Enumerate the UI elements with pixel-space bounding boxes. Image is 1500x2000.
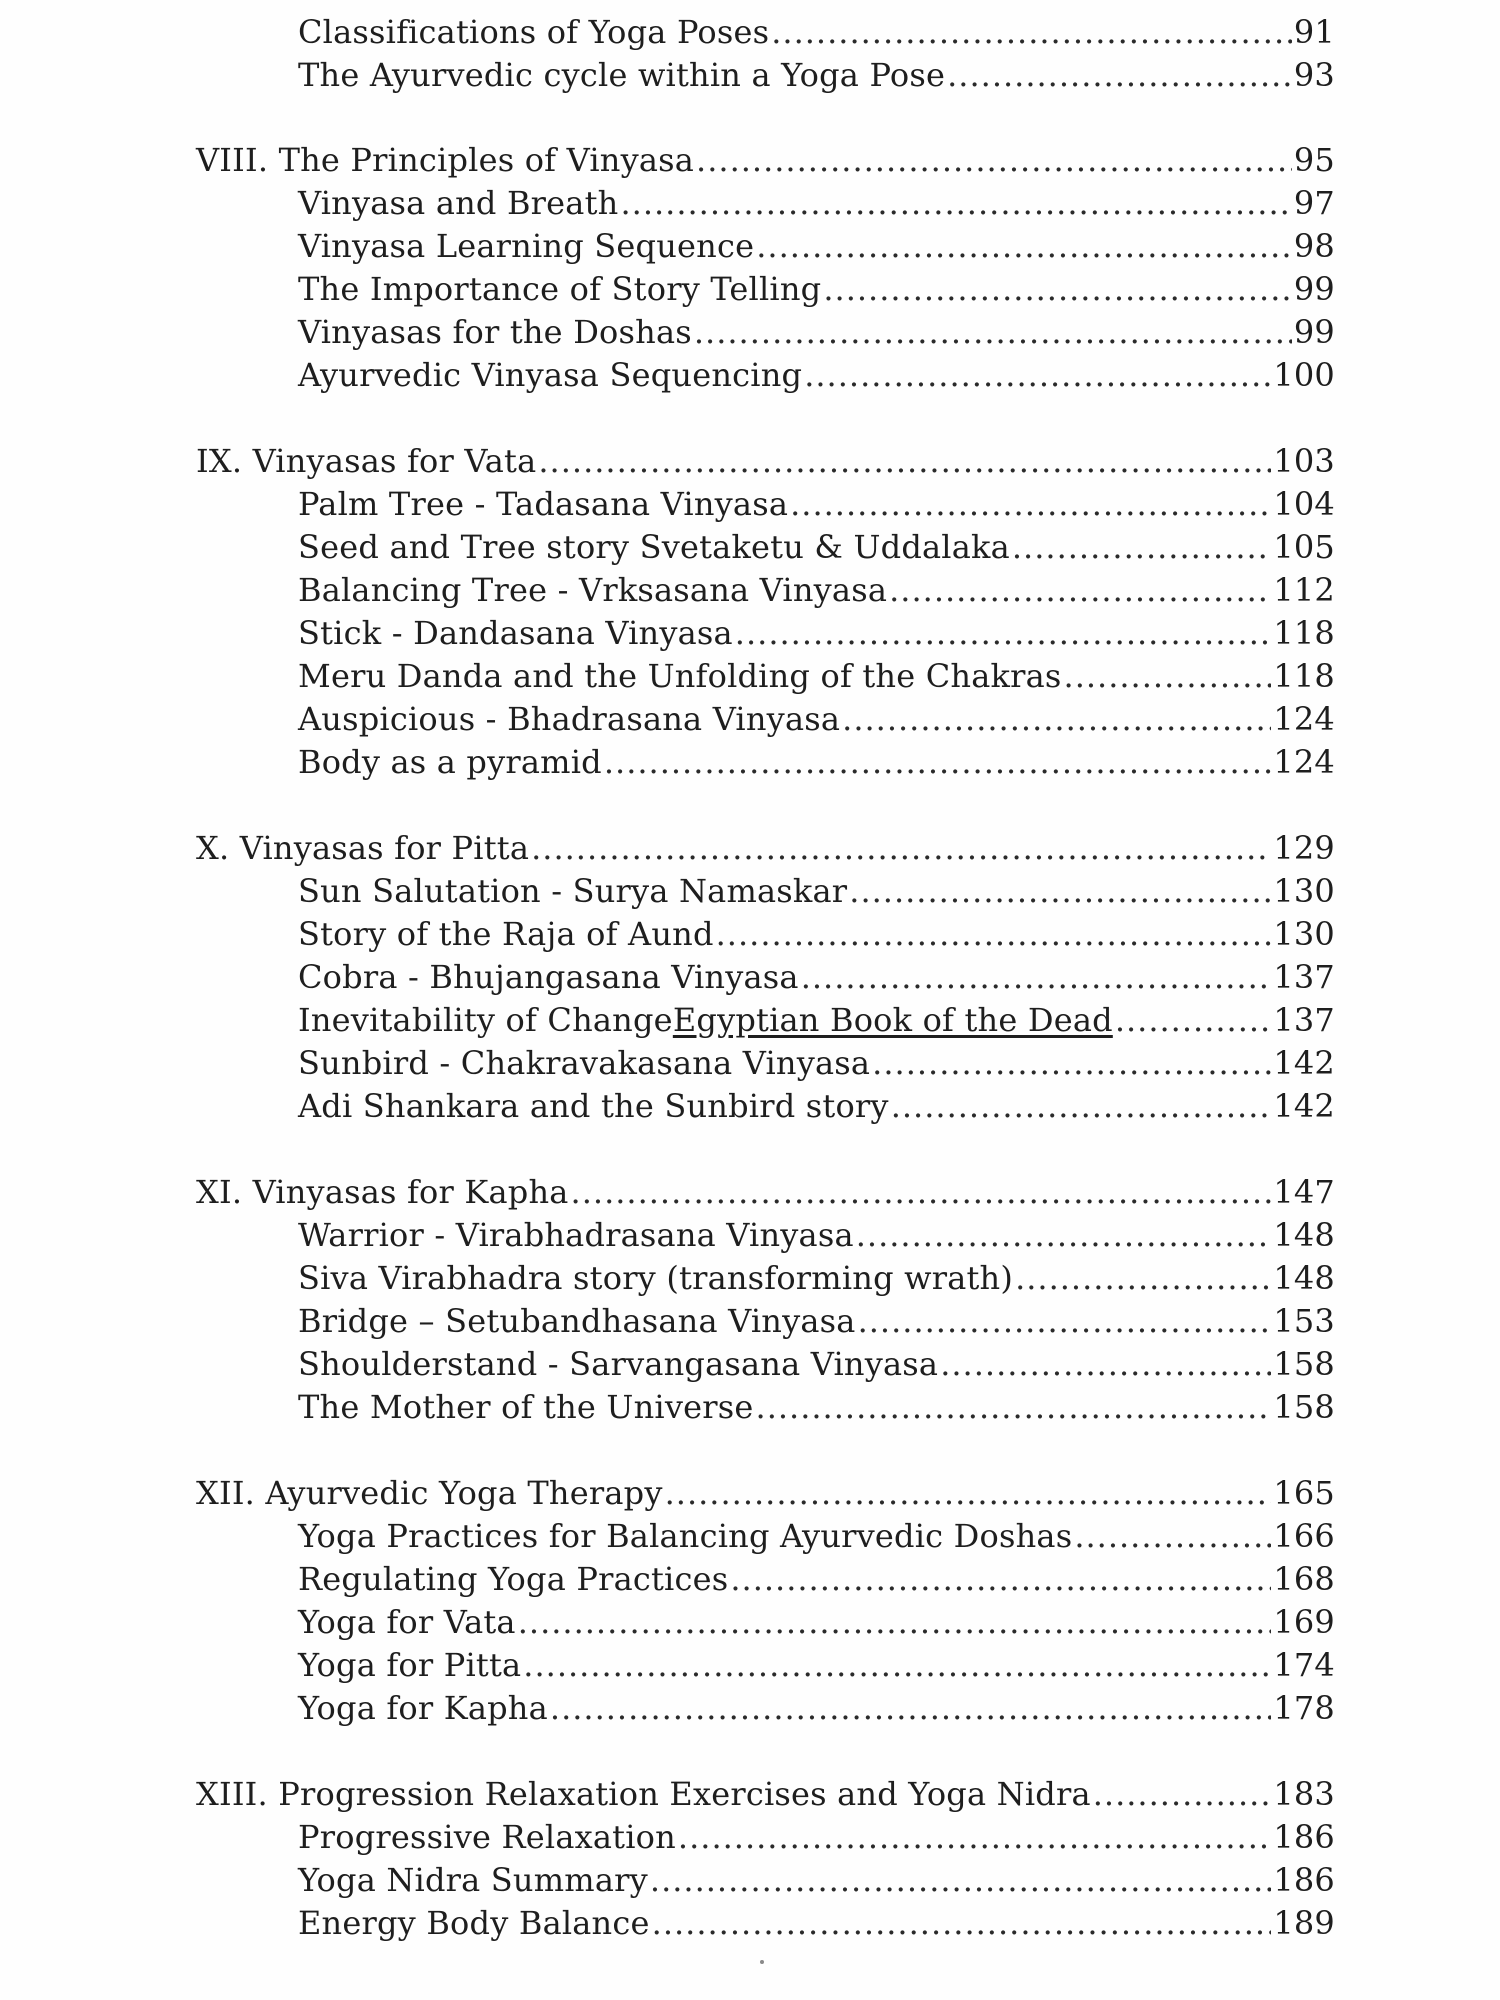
dot-leader <box>604 742 1271 782</box>
toc-subentry[interactable] <box>298 742 1335 782</box>
toc-entry-title: Ayurvedic Vinyasa Sequencing <box>298 356 803 394</box>
toc-entry-title: XI. Vinyasas for Kapha <box>196 1173 569 1211</box>
toc-page-number: 153 <box>1273 1302 1335 1340</box>
toc-subentry[interactable] <box>298 55 1335 95</box>
toc-subentry[interactable] <box>298 656 1335 696</box>
toc-entry-title: The Mother of the Universe <box>298 1388 754 1426</box>
toc-page-number: 97 <box>1293 184 1335 222</box>
dot-leader <box>849 871 1271 911</box>
dot-leader <box>1074 1516 1271 1556</box>
dot-leader <box>665 1473 1272 1513</box>
toc-subentry[interactable] <box>298 1903 1335 1943</box>
toc-page-number: 186 <box>1273 1861 1335 1899</box>
toc-entry-title: The Importance of Story Telling <box>298 270 822 308</box>
toc-subentry[interactable] <box>298 1301 1335 1341</box>
toc-page-number: 129 <box>1273 829 1335 867</box>
toc-subentry[interactable] <box>298 1559 1335 1599</box>
toc-entry-title: Vinyasa and Breath <box>298 184 619 222</box>
toc-subentry[interactable] <box>298 226 1335 266</box>
toc-entry-title: X. Vinyasas for Pitta <box>196 829 530 867</box>
dot-leader <box>872 1043 1271 1083</box>
toc-page-number: 130 <box>1273 915 1335 953</box>
dot-leader <box>1115 1000 1272 1040</box>
toc-page-number: 99 <box>1293 270 1335 308</box>
toc-page-number: 93 <box>1293 56 1335 94</box>
dot-leader <box>756 226 1292 266</box>
toc-subentry[interactable] <box>298 1086 1335 1126</box>
toc-entry-title: VIII. The Principles of Vinyasa <box>196 141 695 179</box>
dot-leader <box>842 699 1271 739</box>
toc-subentry[interactable] <box>298 1387 1335 1427</box>
toc-entry-title: Stick - Dandasana Vinyasa <box>298 614 733 652</box>
dot-leader <box>550 1688 1271 1728</box>
toc-page-number: 178 <box>1273 1689 1335 1727</box>
toc-subentry[interactable] <box>298 1688 1335 1728</box>
toc-subentry[interactable] <box>298 1817 1335 1857</box>
toc-chapter-entry[interactable] <box>196 441 1335 481</box>
toc-entry-title: Body as a pyramid <box>298 743 602 781</box>
toc-entry-title: Story of the Raja of Aund <box>298 915 714 953</box>
dot-leader <box>801 957 1272 997</box>
toc-entry-title: The Ayurvedic cycle within a Yoga Pose <box>298 56 946 94</box>
toc-subentry[interactable] <box>298 1344 1335 1384</box>
dot-leader <box>940 1344 1271 1384</box>
toc-entry-title: Palm Tree - Tadasana Vinyasa <box>298 485 789 523</box>
dot-leader <box>1093 1774 1272 1814</box>
toc-entry-title: Cobra - Bhujangasana Vinyasa <box>298 958 799 996</box>
toc-entry-title: Auspicious - Bhadrasana Vinyasa <box>298 700 841 738</box>
dot-leader <box>694 312 1292 352</box>
dot-leader <box>696 140 1292 180</box>
toc-entry-title: XII. Ayurvedic Yoga Therapy <box>196 1474 663 1512</box>
toc-chapter-entry[interactable] <box>196 1774 1335 1814</box>
toc-subentry[interactable] <box>298 1645 1335 1685</box>
dot-leader <box>856 1215 1272 1255</box>
dot-leader <box>620 183 1291 223</box>
toc-entry-title: Energy Body Balance <box>298 1904 650 1942</box>
toc-entry-title: Classifications of Yoga Poses <box>298 13 770 51</box>
dot-leader <box>518 1602 1272 1642</box>
toc-subentry[interactable] <box>298 1043 1335 1083</box>
toc-subentry[interactable] <box>298 871 1335 911</box>
toc-page-number: 142 <box>1273 1044 1335 1082</box>
toc-subentry[interactable] <box>298 914 1335 954</box>
toc-chapter-entry[interactable] <box>196 140 1335 180</box>
dot-leader <box>858 1301 1272 1341</box>
toc-subentry[interactable] <box>298 12 1335 52</box>
toc-page-number: 165 <box>1273 1474 1335 1512</box>
toc-page-number: 118 <box>1273 614 1335 652</box>
dot-leader <box>678 1817 1271 1857</box>
toc-subentry[interactable] <box>298 1215 1335 1255</box>
toc-page-number: 112 <box>1273 571 1335 609</box>
toc-page-number: 147 <box>1273 1173 1335 1211</box>
dot-leader <box>1012 527 1271 567</box>
toc-subentry[interactable] <box>298 613 1335 653</box>
toc-page-number: 95 <box>1293 141 1335 179</box>
toc-page-number: 104 <box>1273 485 1335 523</box>
toc-entry-title: Vinyasas for the Doshas <box>298 313 692 351</box>
toc-subentry[interactable] <box>298 484 1335 524</box>
dot-leader <box>523 1645 1271 1685</box>
toc-page-number: 137 <box>1273 958 1335 996</box>
stray-mark <box>760 1960 764 1964</box>
toc-subentry[interactable] <box>298 1258 1335 1298</box>
toc-entry-title: Yoga Nidra Summary <box>298 1861 648 1899</box>
toc-page-number: 186 <box>1273 1818 1335 1856</box>
dot-leader <box>1015 1258 1271 1298</box>
dot-leader <box>735 613 1272 653</box>
toc-page-number: 130 <box>1273 872 1335 910</box>
toc-entry-title: Shoulderstand - Sarvangasana Vinyasa <box>298 1345 939 1383</box>
dot-leader <box>650 1860 1271 1900</box>
dot-leader <box>538 441 1271 481</box>
toc-entry-title: Yoga for Pitta <box>298 1646 522 1684</box>
toc-entry-title: Vinyasa Learning Sequence <box>298 227 755 265</box>
dot-leader <box>730 1559 1271 1599</box>
toc-page-number: 103 <box>1273 442 1335 480</box>
toc-entry-title: Siva Virabhadra story (transforming wrath) <box>298 1259 1014 1297</box>
toc-subentry[interactable] <box>298 312 1335 352</box>
toc-page-number: 98 <box>1293 227 1335 265</box>
toc-entry-title: Balancing Tree - Vrksasana Vinyasa <box>298 571 888 609</box>
toc-chapter-entry[interactable] <box>196 1473 1335 1513</box>
dot-leader <box>571 1172 1272 1212</box>
toc-subentry[interactable] <box>298 699 1335 739</box>
toc-entry-title: Meru Danda and the Unfolding of the Chakras <box>298 657 1062 695</box>
toc-entry-title: Adi Shankara and the Sunbird story <box>298 1087 889 1125</box>
toc-page-number: 91 <box>1293 13 1335 51</box>
toc-page-number: 158 <box>1273 1345 1335 1383</box>
dot-leader <box>790 484 1271 524</box>
dot-leader <box>823 269 1292 309</box>
toc-entry-title: Sunbird - Chakravakasana Vinyasa <box>298 1044 871 1082</box>
toc-entry-title: Regulating Yoga Practices <box>298 1560 729 1598</box>
toc-subentry[interactable] <box>298 1516 1335 1556</box>
toc-page-number: 189 <box>1273 1904 1335 1942</box>
toc-entry-title: IX. Vinyasas for Vata <box>196 442 537 480</box>
toc-subentry[interactable] <box>298 355 1335 395</box>
toc-page-number: 100 <box>1273 356 1335 394</box>
toc-chapter-entry[interactable] <box>196 1172 1335 1212</box>
toc-entry-underlined-title: Egyptian Book of the Dead <box>672 1001 1113 1039</box>
dot-leader <box>1064 656 1272 696</box>
toc-subentry[interactable] <box>298 1860 1335 1900</box>
dot-leader <box>804 355 1271 395</box>
toc-subentry[interactable] <box>298 527 1335 567</box>
toc-entry-title: Inevitability of Change <box>298 1001 673 1039</box>
toc-subentry[interactable] <box>298 570 1335 610</box>
toc-subentry[interactable] <box>298 1000 1335 1040</box>
dot-leader <box>771 12 1292 52</box>
dot-leader <box>889 570 1271 610</box>
toc-page-number: 124 <box>1273 743 1335 781</box>
toc-page-number: 118 <box>1273 657 1335 695</box>
toc-page-number: 168 <box>1273 1560 1335 1598</box>
toc-page-number: 124 <box>1273 700 1335 738</box>
toc-page-number: 174 <box>1273 1646 1335 1684</box>
toc-subentry[interactable] <box>298 183 1335 223</box>
toc-subentry[interactable] <box>298 1602 1335 1642</box>
toc-subentry[interactable] <box>298 957 1335 997</box>
dot-leader <box>756 1387 1272 1427</box>
toc-page-number: 142 <box>1273 1087 1335 1125</box>
toc-page-number: 137 <box>1273 1001 1335 1039</box>
toc-entry-title: Seed and Tree story Svetaketu & Uddalaka <box>298 528 1010 566</box>
dot-leader <box>891 1086 1272 1126</box>
toc-entry-title: Sun Salutation - Surya Namaskar <box>298 872 848 910</box>
dot-leader <box>716 914 1272 954</box>
toc-chapter-entry[interactable] <box>196 828 1335 868</box>
toc-entry-title: Bridge – Setubandhasana Vinyasa <box>298 1302 856 1340</box>
toc-page-number: 105 <box>1273 528 1335 566</box>
toc-entry-title: Warrior - Virabhadrasana Vinyasa <box>298 1216 854 1254</box>
toc-page-number: 99 <box>1293 313 1335 351</box>
toc-page-number: 183 <box>1273 1775 1335 1813</box>
toc-entry-title: Yoga Practices for Balancing Ayurvedic Doshas <box>298 1517 1073 1555</box>
toc-subentry[interactable] <box>298 269 1335 309</box>
toc-entry-title: XIII. Progression Relaxation Exercises and Yoga Nidra <box>196 1775 1091 1813</box>
toc-page-number: 166 <box>1273 1517 1335 1555</box>
toc-entry-title: Yoga for Kapha <box>298 1689 548 1727</box>
toc-page-number: 148 <box>1273 1216 1335 1254</box>
dot-leader <box>652 1903 1272 1943</box>
dot-leader <box>531 828 1271 868</box>
dot-leader <box>947 55 1292 95</box>
toc-page-number: 148 <box>1273 1259 1335 1297</box>
toc-page-number: 158 <box>1273 1388 1335 1426</box>
toc-entry-title: Progressive Relaxation <box>298 1818 676 1856</box>
toc-entry-title: Yoga for Vata <box>298 1603 516 1641</box>
toc-page-number: 169 <box>1273 1603 1335 1641</box>
